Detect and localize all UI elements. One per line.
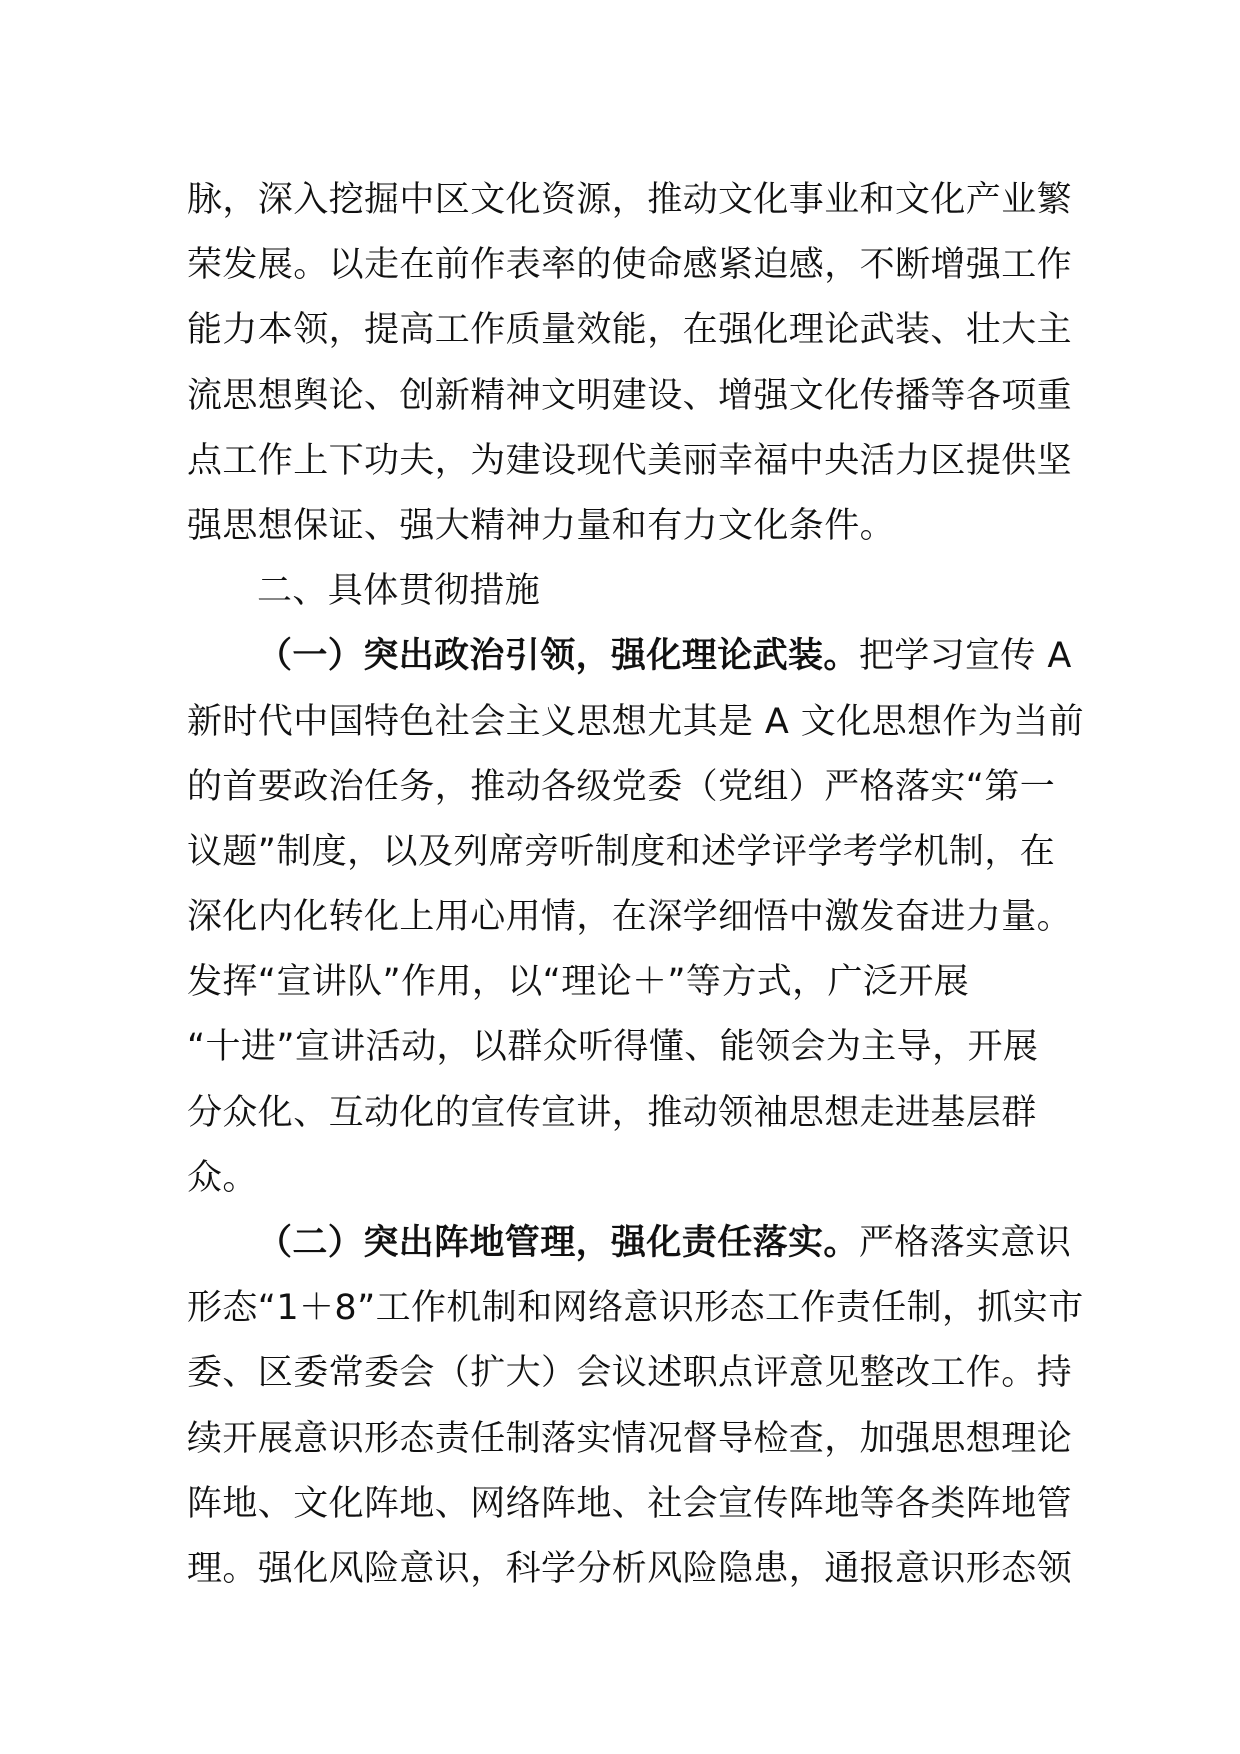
text-line: 形态“1＋8”工作机制和网络意识形态工作责任制，抓实市: [187, 1288, 1084, 1329]
text-line: 脉，深入挖掘中区文化资源，推动文化事业和文化产业繁: [187, 180, 1073, 220]
item-2-first-line-rest: 严格落实意识: [858, 1223, 1072, 1263]
item-2-paragraph: [187, 1211, 1084, 1602]
text-line: 委、区委常委会（扩大）会议述职点评意见整改工作。持: [187, 1353, 1073, 1394]
text-line: 新时代中国特色社会主义思想尤其是 A 文化思想作为当前: [187, 701, 1084, 742]
text-line: 能力本领，提高工作质量效能，在强化理论武装、壮大主: [187, 310, 1073, 351]
item-2-bold-lead: （二）突出阵地管理，强化责任落实。: [257, 1223, 859, 1263]
text-line: “十进”宣讲活动，以群众听得懂、能领会为主导，开展: [187, 1027, 1039, 1068]
text-line: 的首要政治任务，推动各级党委（党组）严格落实“第一: [187, 766, 1056, 807]
text-line: 理。强化风险意识，科学分析风险隐患，通报意识形态领: [187, 1548, 1073, 1589]
text-line: 分众化、互动化的宣传宣讲，推动领袖思想走进基层群: [187, 1092, 1037, 1133]
item-1-bold-lead: （一）突出政治引领，强化理论武装。: [257, 636, 859, 677]
text-line: 荣发展。以走在前作表率的使命感紧迫感，不断增强工作: [187, 245, 1073, 286]
item-1-first-line: [187, 624, 1072, 689]
text-line: 点工作上下功夫，为建设现代美丽幸福中央活力区提供坚: [187, 440, 1073, 481]
text-line: 众。: [187, 1157, 258, 1198]
item-2-first-line: [187, 1211, 1072, 1276]
text-line: 深化内化转化上用心用情，在深学细悟中激发奋进力量。: [187, 897, 1073, 938]
text-line: 发挥“宣讲队”作用，以“理论＋”等方式，广泛开展: [187, 962, 970, 1003]
intro-paragraph: [187, 168, 1073, 559]
text-line: 续开展意识形态责任制落实情况督导检查，加强思想理论: [187, 1418, 1073, 1459]
section-heading: 二、具体贯彻措施: [257, 571, 541, 612]
text-line: 强思想保证、强大精神力量和有力文化条件。: [187, 505, 896, 546]
document-body: [187, 168, 1084, 1602]
text-line: 流思想舆论、创新精神文明建设、增强文化传播等各项重: [187, 375, 1073, 416]
text-line: 议题”制度，以及列席旁听制度和述学评学考学机制，在: [187, 831, 1056, 872]
item-1-paragraph: [187, 624, 1084, 1211]
item-1-first-line-rest: 把学习宣传 A: [858, 636, 1072, 677]
text-line: 阵地、文化阵地、网络阵地、社会宣传阵地等各类阵地管: [187, 1483, 1073, 1524]
